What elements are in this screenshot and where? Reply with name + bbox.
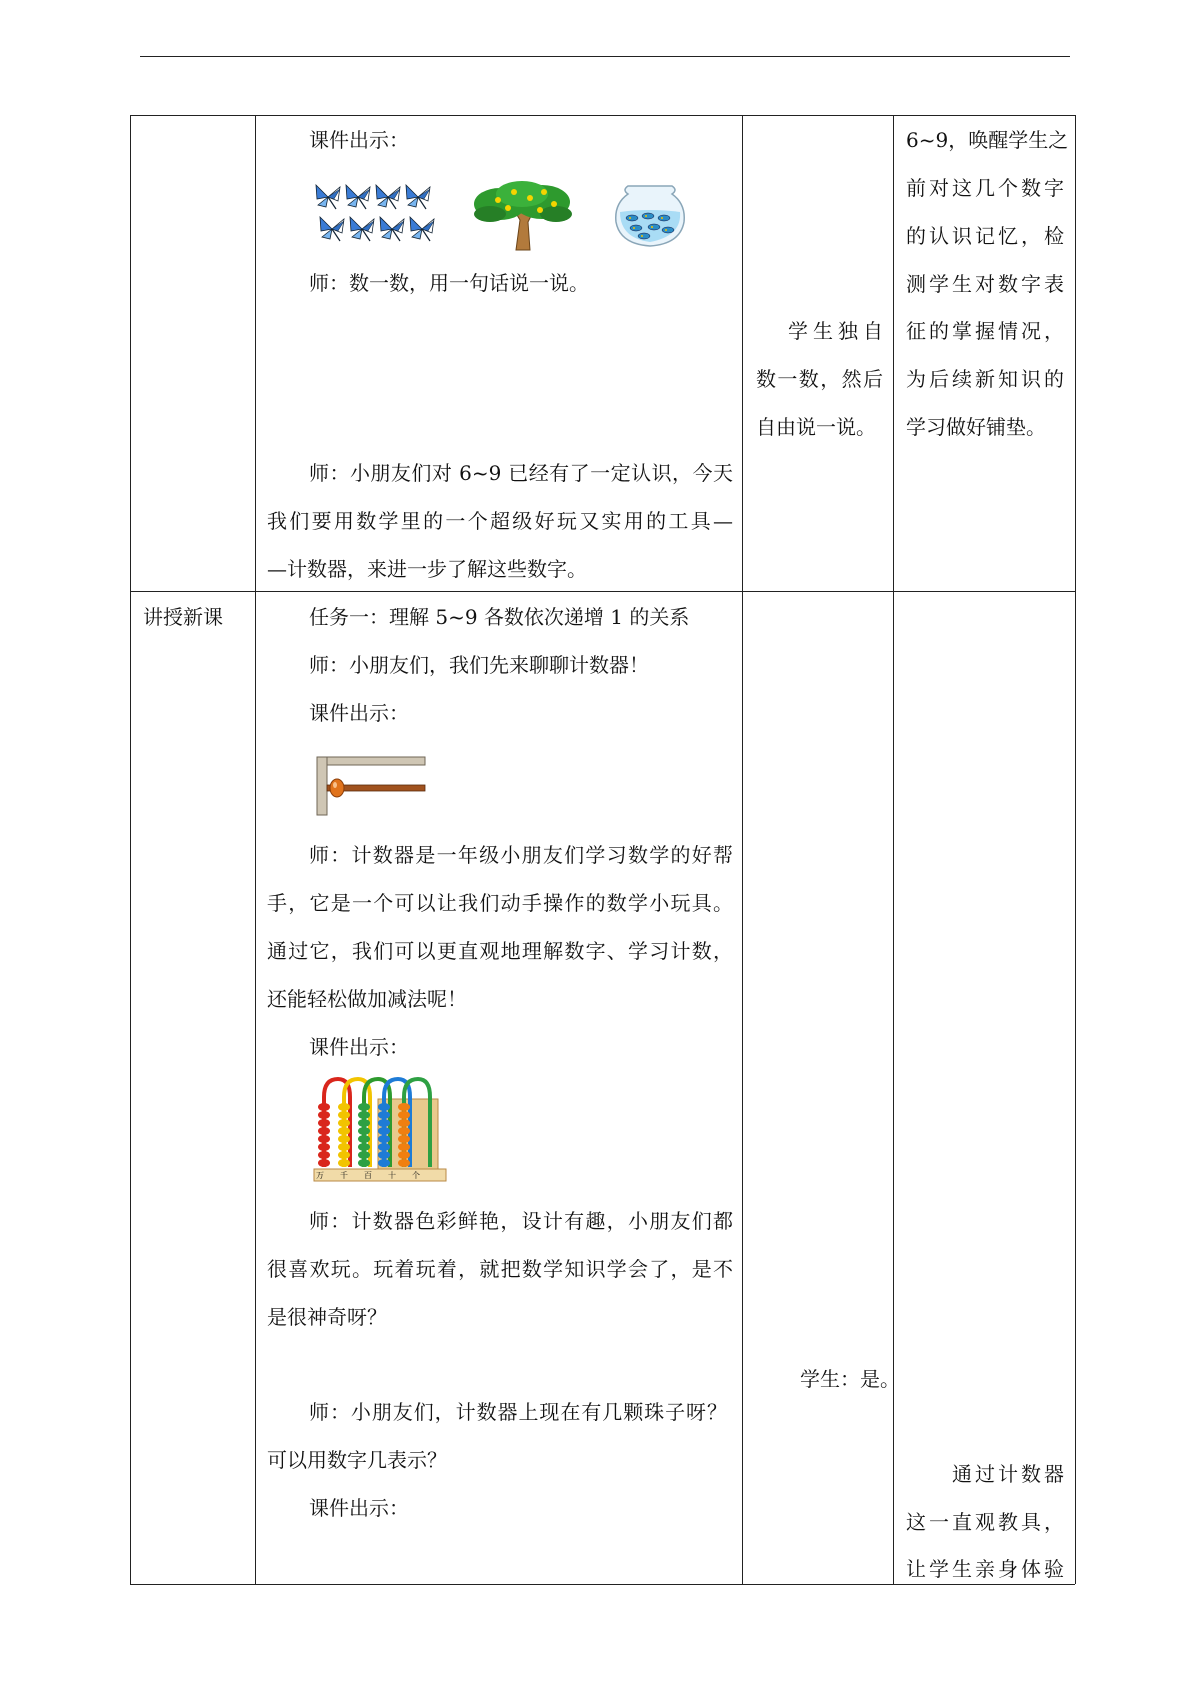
courseware-label: 课件出示：: [309, 128, 409, 152]
task-one: 任务一：理解 5~9 各数依次递增 1 的关系: [309, 605, 690, 629]
teacher-question-line-2: 可以用数字几表示？: [267, 1448, 447, 1472]
tree-image: [470, 180, 574, 252]
abacus-label-shi: 十: [388, 1171, 396, 1180]
abacus-label-qian: 千: [340, 1171, 348, 1180]
courseware-label: 课件出示：: [309, 1496, 409, 1520]
fishbowl-image: [612, 182, 688, 250]
design-intent-line-3: 的认识记忆，检: [906, 224, 1064, 248]
abacus-label-ge: 个: [412, 1171, 420, 1180]
teacher-fun-line-1: 师：计数器色彩鲜艳，设计有趣，小朋友们都: [309, 1209, 733, 1233]
courseware-label: 课件出示：: [309, 1035, 409, 1059]
col-border-left: [130, 115, 131, 1584]
row-divider: [130, 591, 1075, 592]
courseware-label: 课件出示：: [309, 701, 409, 725]
page-header-rule: [140, 56, 1070, 57]
design-intent-line-7: 学习做好铺垫。: [906, 415, 1046, 439]
abacus-label-wan: 万: [316, 1171, 324, 1180]
col-border-2: [742, 115, 743, 1584]
design-intent-line-2: 前对这几个数字: [906, 176, 1064, 200]
teacher-helper-line-1: 师：计数器是一年级小朋友们学习数学的好帮: [309, 843, 733, 867]
student-activity-line-2: 数一数，然后: [756, 367, 883, 391]
col-border-right: [1075, 115, 1076, 1584]
design-intent-line-2: 这一直观教具，: [906, 1510, 1064, 1534]
teacher-fun-line-3: 是很神奇呀？: [267, 1305, 387, 1329]
teacher-intro-line-1: 师：小朋友们对 6~9 已经有了一定认识，今天: [309, 461, 733, 485]
teacher-prompt: 师：数一数，用一句话说一说。: [309, 271, 589, 295]
table-bottom-border: [130, 1584, 1075, 1585]
stage-label: 讲授新课: [143, 605, 223, 629]
table-top-border: [130, 115, 1075, 116]
teacher-intro-line-2: 我们要用数学里的一个超级好玩又实用的工具—: [267, 509, 733, 533]
teacher-helper-line-3: 通过它，我们可以更直观地理解数字、学习计数，: [267, 939, 733, 963]
teacher-intro-line-3: —计数器，来进一步了解这些数字。: [267, 557, 587, 581]
design-intent-line-6: 为后续新知识的: [906, 367, 1064, 391]
design-intent-line-4: 测学生对数字表: [906, 272, 1064, 296]
teacher-question-line-1: 师：小朋友们，计数器上现在有几颗珠子呀？: [309, 1400, 727, 1424]
col-border-3: [893, 115, 894, 1584]
butterflies-image: [314, 183, 438, 245]
teacher-chat: 师：小朋友们，我们先来聊聊计数器！: [309, 653, 649, 677]
design-intent-line-3: 让学生亲身体验: [906, 1557, 1064, 1581]
counter-rod-image: [315, 755, 427, 817]
design-intent-line-1: 6~9，唤醒学生之: [906, 128, 1069, 152]
design-intent-line-1: 通过计数器: [952, 1462, 1064, 1486]
student-activity-line-1: 学生独自: [788, 319, 883, 343]
teacher-helper-line-2: 手，它是一个可以让我们动手操作的数学小玩具。: [267, 891, 733, 915]
teacher-helper-line-4: 还能轻松做加减法呢！: [267, 987, 467, 1011]
design-intent-line-5: 征的掌握情况，: [906, 319, 1064, 343]
col-border-1: [255, 115, 256, 1584]
teacher-fun-line-2: 很喜欢玩。玩着玩着，就把数学知识学会了，是不: [267, 1257, 733, 1281]
student-answer: 学生：是。: [800, 1367, 900, 1391]
student-activity-line-3: 自由说一说。: [756, 415, 876, 439]
abacus-place-labels: [316, 1170, 442, 1182]
abacus-label-bai: 百: [364, 1171, 372, 1180]
abacus-image: [310, 1075, 450, 1185]
